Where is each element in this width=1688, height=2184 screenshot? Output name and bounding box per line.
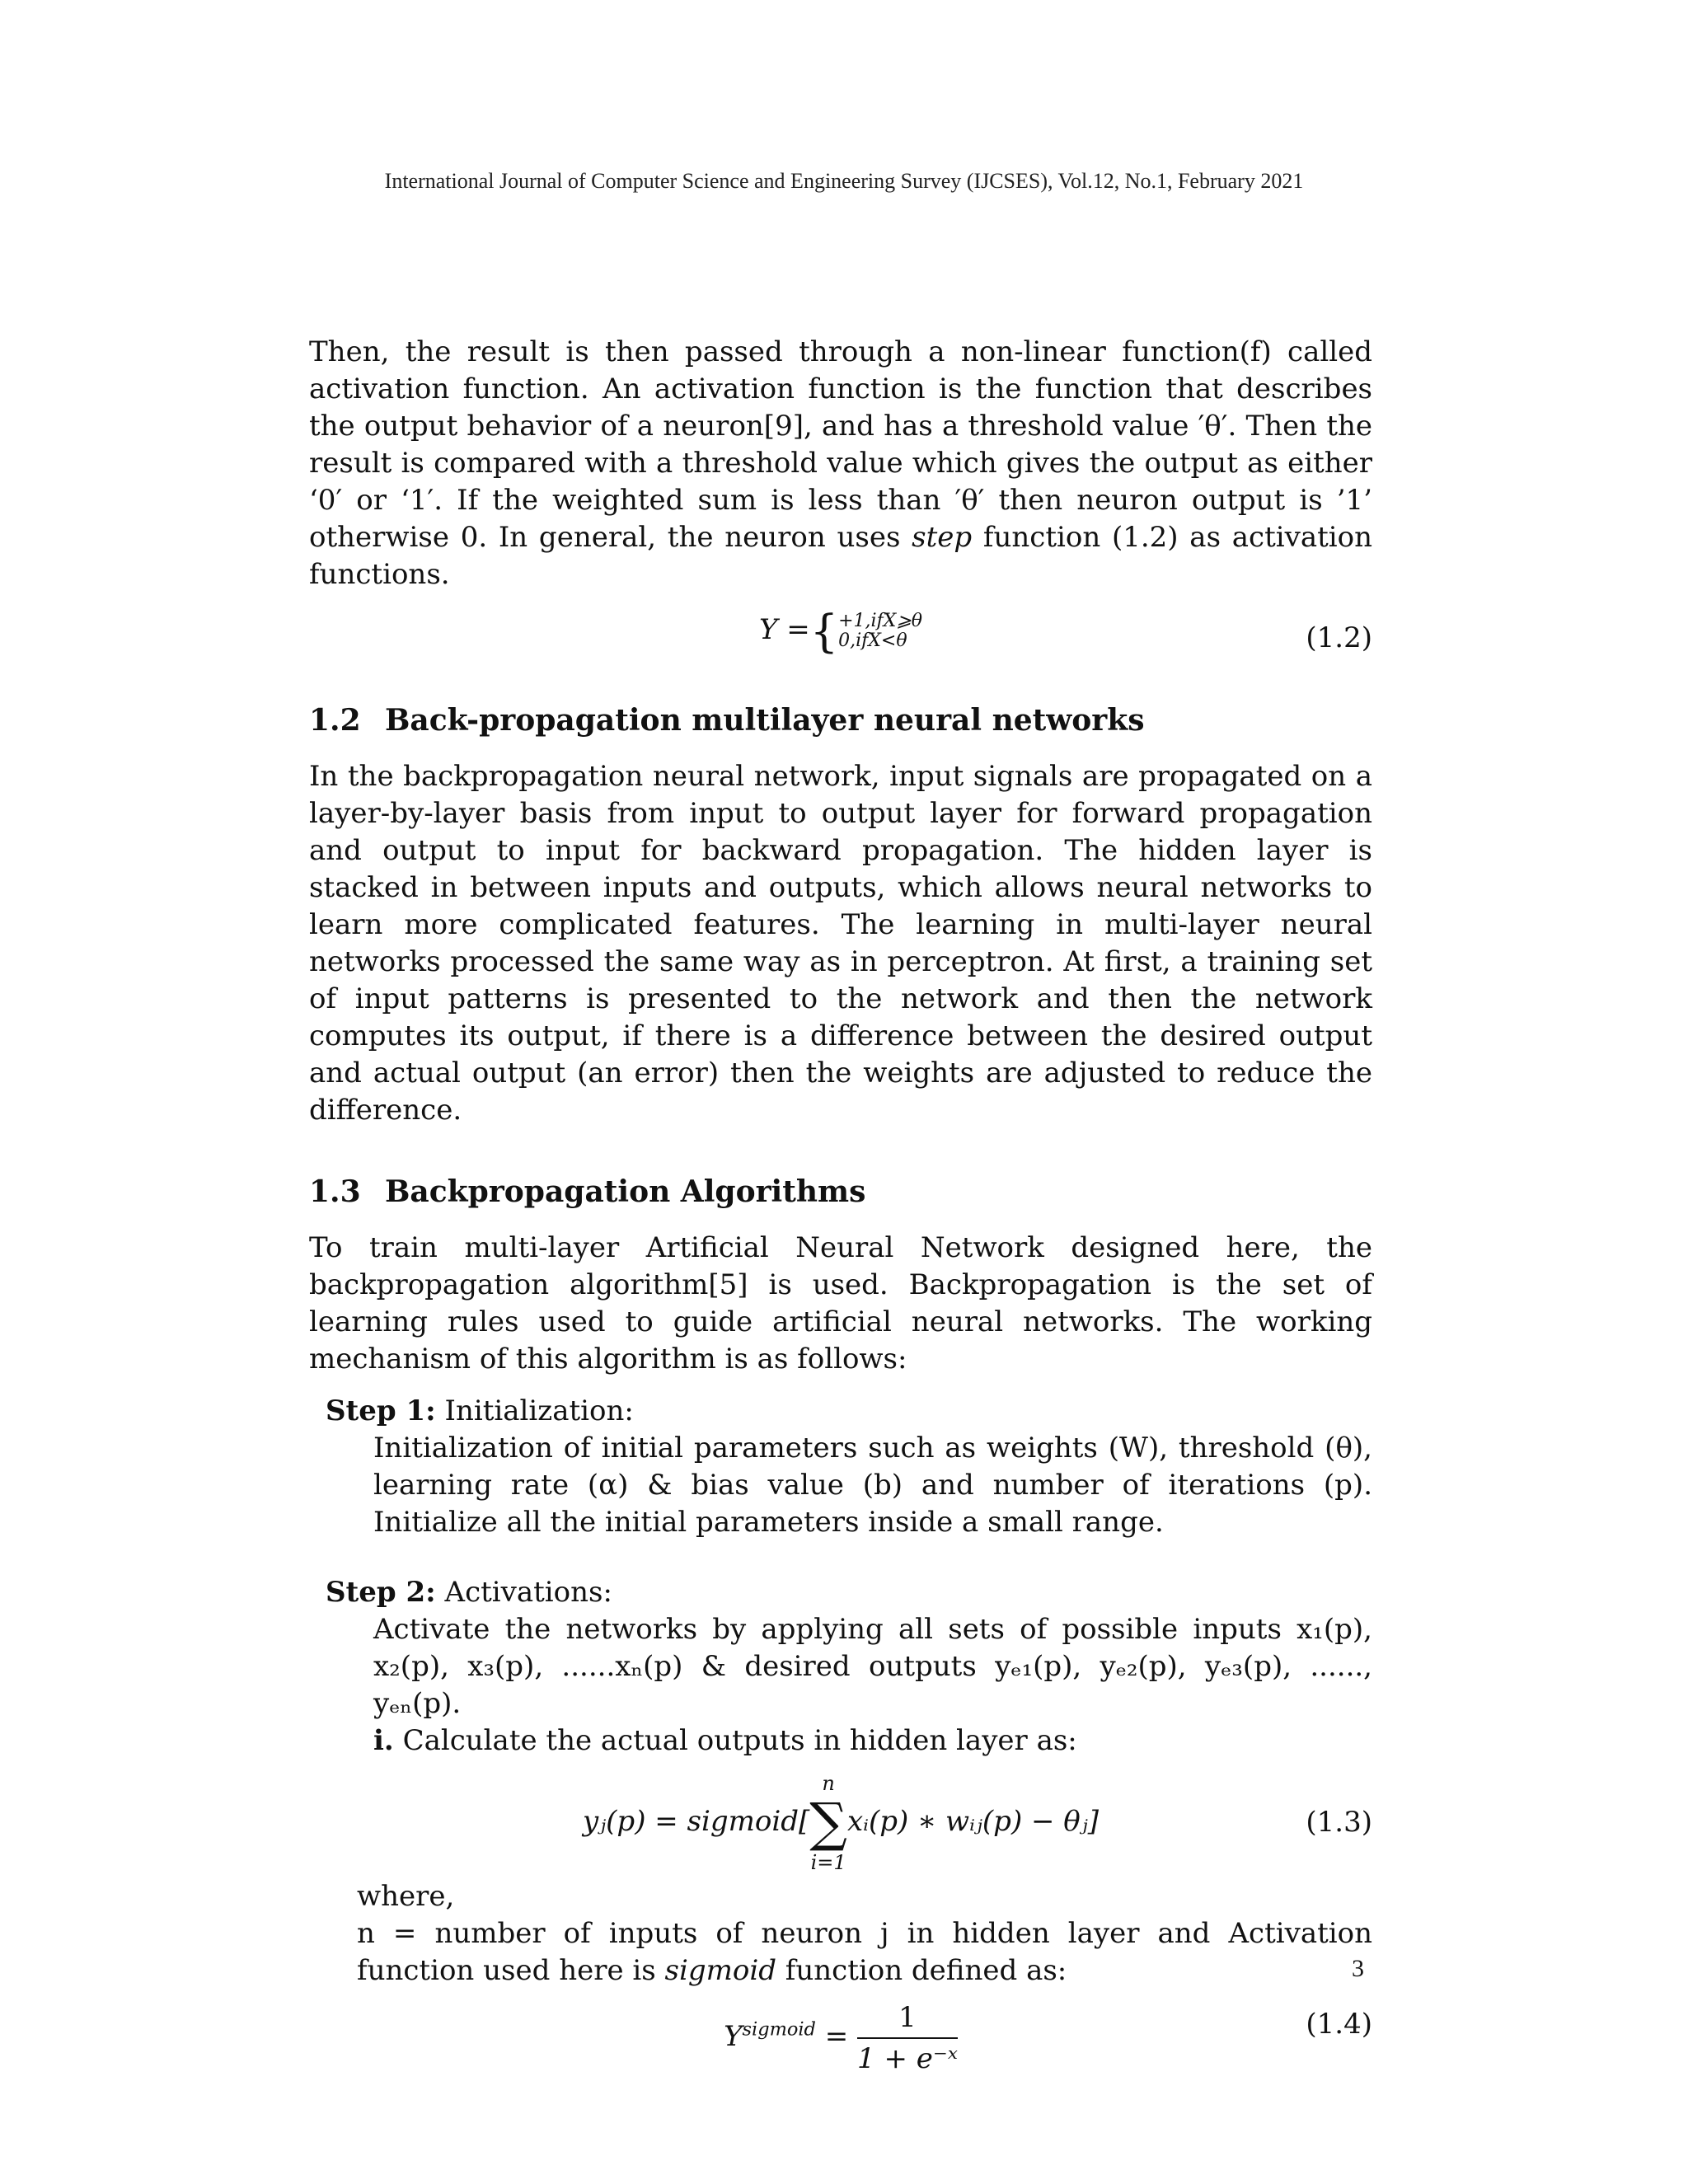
eq13-number: (1.3): [1306, 1806, 1372, 1839]
eq12-lhs: Y =: [758, 613, 810, 646]
section-1-3-heading: [309, 1172, 1372, 1212]
step1: [309, 1393, 1372, 1541]
eq12-cases: [838, 612, 922, 651]
journal-header: International Journal of Computer Science and Engineering Survey (IJCSES), Vol.12, No.1, February 2021: [384, 169, 1304, 193]
main-text: [309, 334, 1372, 2088]
eq13-rhs: xᵢ(p) ∗ wᵢⱼ(p) − θⱼ]: [846, 1805, 1100, 1838]
eq14-eq: =: [824, 2020, 849, 2053]
equation-1-3: [309, 1771, 1372, 1878]
step1-label: Step 1:: [326, 1394, 436, 1427]
equation-1-4: [309, 1998, 1372, 2088]
step2-title: Activations:: [444, 1576, 612, 1609]
def2-sigmoid: sigmoid: [664, 1954, 776, 1987]
sec13-title: Backpropagation Algorithms: [385, 1174, 866, 1209]
eq12-brace: {: [809, 605, 839, 658]
para1-line1: Then, the result is then passed through a non-linear function(f) called activation: [309, 335, 1372, 405]
step1-text: Initialization of initial parameters such as weights (W), threshold (θ), learning rate (α) & bias value (b) and number of iterations (p). Initialize all the initial parameters inside a small range.: [373, 1432, 1372, 1539]
para1: [309, 334, 1372, 593]
eq12-case2: 0,ifX<θ: [838, 630, 907, 651]
sec13-text: To train multi-layer Artificial Neural Network designed here, the backpropagation algorithm[5] is used. Backpropagation is the set of learning rules used to guide artificial neural networks. The working mechanism of this algorithm is as follows:: [309, 1231, 1372, 1376]
para1-line3: of a neuron[9], and has a threshold value ′θ′. Then the result is compared with a: [309, 410, 1372, 480]
page-number: 3: [1352, 1955, 1364, 1982]
para1-line6: function (1.2) as activation functions.: [309, 521, 1373, 591]
step2-item: [326, 1722, 1372, 1760]
sec13-number: 1.3: [309, 1174, 361, 1209]
para1-line5: less than ′θ′ then neuron output is ’1’ otherwise 0. In general, the neuron uses: [309, 484, 1372, 554]
sec12-text: In the backpropagation neural network, input signals are propagated on a layer-by-layer basis from input to output layer for forward propagation and output to input for backward propagation. The hidden layer is stacked in between inputs and outputs, which allows neural networks to learn more complicated features. The learning in multi-layer neural networks processed the same way as in perceptron. At first, a training set of input patterns is presented to the network and then the network computes its output, if there is a difference between the desired output and actual output (an error) then the weights are adjusted to reduce the difference.: [309, 760, 1372, 1127]
def-line1: [357, 1915, 1372, 1990]
def2-c: function defined as:: [785, 1954, 1067, 1987]
eq12-case1: +1,ifX⩾θ: [838, 611, 923, 631]
eq14-lhs: Y: [724, 2020, 743, 2053]
eq14-number: (1.4): [1306, 2008, 1372, 2041]
where-text: where,: [357, 1880, 455, 1913]
step2-text: Activate the networks by applying all sets of possible inputs x₁(p), x₂(p), x₃(p), ......xₙ(p) & desired outputs yₑ₁(p), yₑ₂(p), yₑ₃(p), ......, yₑₙ(p).: [373, 1613, 1372, 1720]
def1-text: n = number of inputs of neuron j in hidden layer and Activation function used: [357, 1917, 1372, 1987]
para1-line4: threshold value which gives the output as either ‘0′ or ‘1′. If the weighted sum is: [309, 447, 1373, 517]
step2-item-label: i.: [373, 1724, 394, 1757]
sec12-title: Back-propagation multilayer neural networks: [385, 703, 1145, 738]
sec12-number: 1.2: [309, 703, 361, 738]
step-word: step: [912, 521, 973, 554]
eq13-sum-sign: ∑: [809, 1793, 847, 1854]
eq13-lhs: yⱼ(p) = sigmoid[: [582, 1805, 810, 1838]
section-1-2-heading: [309, 701, 1372, 740]
eq13-sum: [809, 1771, 847, 1875]
step1-title: Initialization:: [444, 1394, 634, 1427]
para1-line2: function. An activation function is the function that describes the output behavior: [309, 373, 1373, 443]
step2-item-text: Calculate the actual outputs in hidden layer as:: [402, 1724, 1077, 1757]
eq14-denominator: 1 + e⁻ˣ: [857, 2042, 958, 2075]
eq12-number: (1.2): [1306, 621, 1372, 654]
eq14-sup: sigmoid: [742, 2018, 816, 2041]
eq14-numerator: 1: [857, 1998, 958, 2039]
equation-1-2: [309, 605, 1372, 669]
step2: [309, 1574, 1372, 1760]
definitions: [309, 1878, 1372, 1990]
def2-a: here is: [559, 1954, 656, 1987]
eq14-frac: [857, 1998, 958, 2079]
eq13-lower: i=1: [810, 1851, 846, 1874]
eq13-upper: n: [822, 1772, 835, 1795]
step2-label: Step 2:: [326, 1576, 436, 1609]
